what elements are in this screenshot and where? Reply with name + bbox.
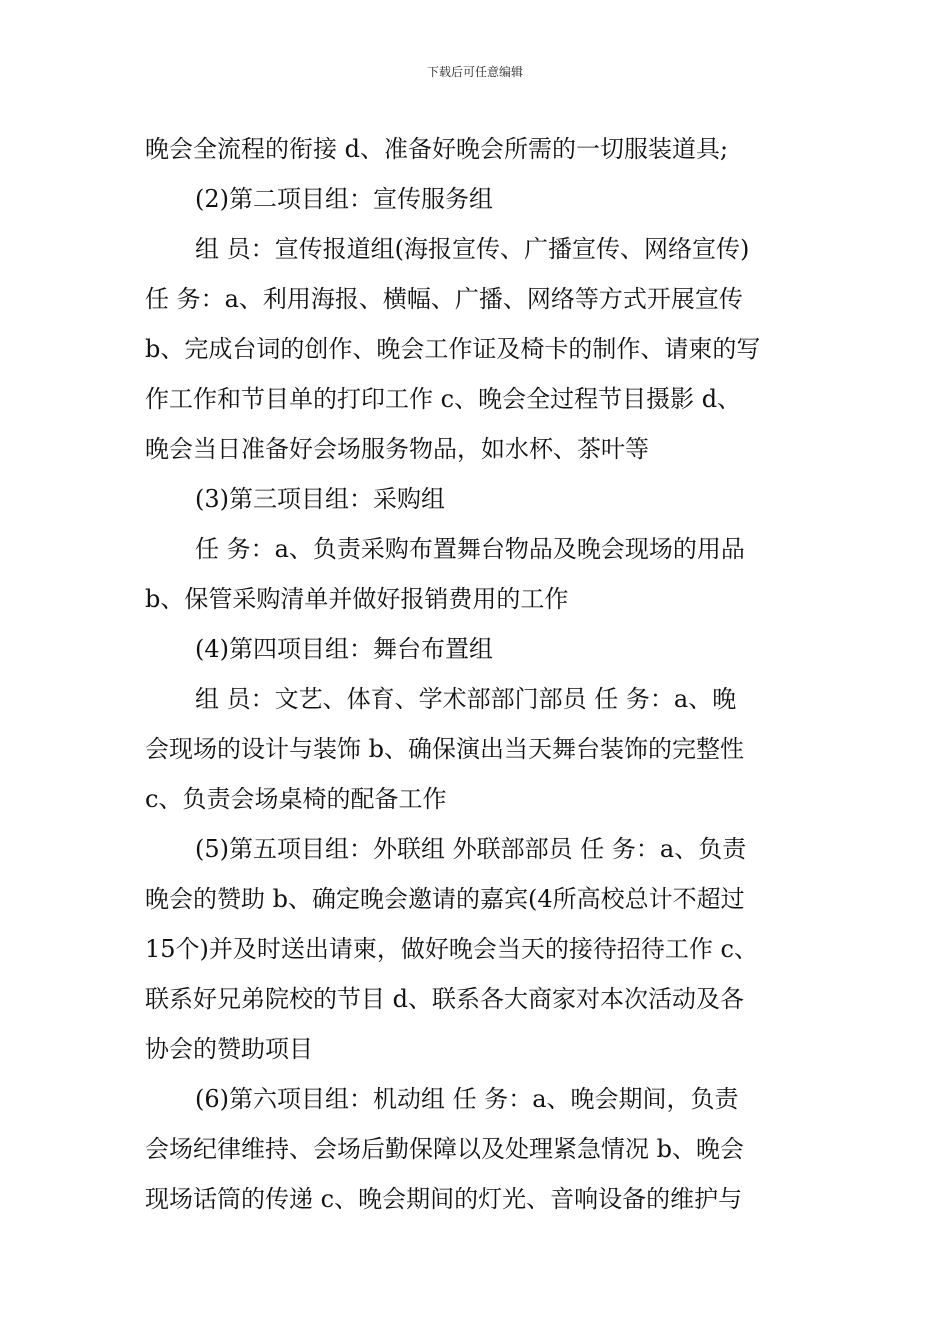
text-line: b、完成台词的创作、晚会工作证及椅卡的制作、请柬的写 (145, 335, 761, 363)
body-text (145, 124, 810, 1224)
text-line: 任 务：a、负责采购布置舞台物品及晚会现场的用品 (195, 535, 745, 563)
text-line: b、保管采购清单并做好报销费用的工作 (145, 585, 569, 613)
text-line: 15个)并及时送出请柬，做好晚会当天的接待招待工作 c、 (145, 935, 758, 963)
header-note: 下载后可任意编辑 (426, 65, 523, 79)
section-heading-6: (6)第六项目组：机动组 任 务：a、晚会期间，负责 (195, 1085, 739, 1113)
section-heading-3: (3)第三项目组：采购组 (195, 485, 445, 513)
text-line: 作工作和节目单的打印工作 c、晚会全过程节目摄影 d、 (145, 385, 742, 413)
text-line: 晚会当日准备好会场服务物品，如水杯、茶叶等 (145, 435, 649, 463)
text-line: 现场话筒的传递 c、晚会期间的灯光、音响设备的维护与 (145, 1185, 743, 1213)
section-heading-2: (2)第二项目组：宣传服务组 (195, 185, 493, 213)
text-line: 联系好兄弟院校的节目 d、联系各大商家对本次活动及各 (145, 985, 744, 1013)
text-line: 晚会全流程的衔接 d、准备好晚会所需的一切服装道具; (145, 135, 729, 163)
section-heading-5: (5)第五项目组：外联组 外联部部员 任 务：a、负责 (195, 835, 747, 863)
text-line: 组 员：宣传报道组(海报宣传、广播宣传、网络宣传) (195, 235, 750, 263)
section-heading-4: (4)第四项目组：舞台布置组 (195, 635, 493, 663)
text-line: 会现场的设计与装饰 b、确保演出当天舞台装饰的完整性 (145, 735, 744, 763)
text-line: 协会的赞助项目 (145, 1035, 313, 1063)
text-line: 组 员：文艺、体育、学术部部门部员 任 务：a、晚 (195, 685, 737, 713)
text-line: 会场纪律维持、会场后勤保障以及处理紧急情况 b、晚会 (145, 1135, 744, 1163)
text-line: c、负责会场桌椅的配备工作 (145, 785, 447, 813)
text-line: 任 务：a、利用海报、横幅、广播、网络等方式开展宣传 (145, 285, 743, 313)
text-line: 晚会的赞助 b、确定晚会邀请的嘉宾(4所高校总计不超过 (145, 885, 745, 913)
